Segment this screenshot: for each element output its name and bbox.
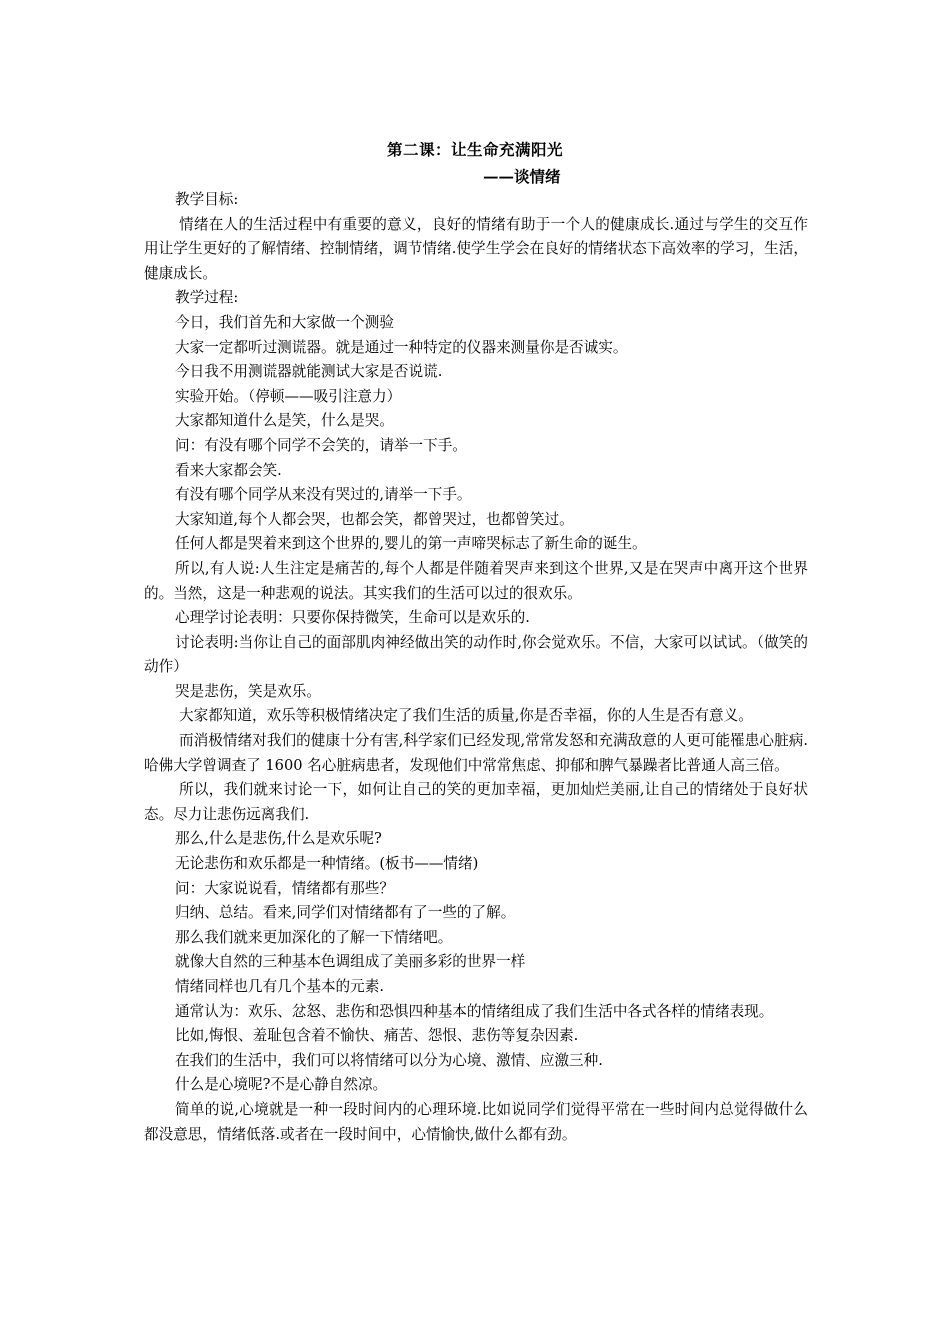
paragraph: 大家一定都听过测谎器。就是通过一种特定的仪器来测量你是否诚实。: [175, 338, 628, 356]
paragraph: 讨论表明:当你让自己的面部肌肉神经做出笑的动作时,你会觉欢乐。不信，大家可以试试。（做笑的动作）: [144, 633, 808, 676]
paragraph: 大家都知道什么是笑，什么是哭。: [175, 412, 394, 430]
paragraph: 什么是心境呢?不是心静自然凉。: [175, 1076, 388, 1094]
paragraph: 看来大家都会笑.: [175, 461, 282, 479]
paragraph: 就像大自然的三种基本色调组成了美丽多彩的世界一样: [175, 953, 526, 971]
paragraph: 而消极情绪对我们的健康十分有害,科学家们已经发现,常常发怒和充满敌意的人更可能罹患心脏病.哈佛大学曾调查了 1600 名心脏病患者，发现他们中常常焦虑、抑郁和脾气暴躁者比普通人高三倍。: [144, 732, 808, 774]
paragraph: 在我们的生活中，我们可以将情绪可以分为心境、激情、应激三种.: [175, 1051, 603, 1069]
paragraph: 简单的说,心境就是一种一段时间内的心理环境.比如说同学们觉得平常在一些时间内总觉得做什么都没意思，情绪低落.或者在一段时间中，心情愉快,做什么都有劲。: [144, 1100, 808, 1143]
paragraph: 情绪在人的生活过程中有重要的意义，良好的情绪有助于一个人的健康成长.通过与学生的交互作用让学生更好的了解情绪、控制情绪，调节情绪.使学生学会在良好的情绪状态下高效率的学习，生活，健康成长。: [144, 215, 808, 282]
paragraph: 大家知道,每个人都会哭，也都会笑，都曾哭过，也都曾笑过。: [175, 510, 574, 528]
paragraph-goal-heading: 教学目标:: [175, 191, 239, 208]
paragraph: 所以，我们就来讨论一下，如何让自己的笑的更加幸福，更加灿烂美丽,让自己的情绪处于良好状态。尽力让悲伤远离我们.: [144, 781, 808, 823]
paragraph: 那么,什么是悲伤,什么是欢乐呢?: [175, 830, 382, 848]
paragraph: 有没有哪个同学从来没有哭过的,请举一下手。: [175, 486, 472, 504]
paragraph: 归纳、总结。看来,同学们对情绪都有了一些的了解。: [175, 904, 516, 922]
paragraph: 那么我们就来更加深化的了解一下情绪吧。: [175, 928, 453, 946]
paragraph: 比如,悔恨、羞耻包含着不愉快、痛苦、怨恨、悲伤等复杂因素.: [175, 1027, 579, 1045]
paragraph: 今日，我们首先和大家做一个测验: [175, 313, 394, 331]
page-title: 第二课：让生命充满阳光: [386, 140, 563, 159]
paragraph: 哭是悲伤，笑是欢乐。: [175, 682, 321, 700]
document-body: [144, 188, 808, 1147]
paragraph: 所以,有人说:人生注定是痛苦的,每个人都是伴随着哭声来到这个世界,又是在哭声中离开这个世界的。当然，这是一种悲观的说法。其实我们的生活可以过的很欢乐。: [144, 559, 808, 602]
paragraph: 实验开始。（停顿——吸引注意力）: [175, 387, 402, 405]
paragraph: 情绪同样也几有几个基本的元素.: [175, 978, 384, 995]
paragraph: 无论悲伤和欢乐都是一种情绪。(板书——情绪): [175, 855, 479, 873]
paragraph: 问：大家说说看，情绪都有那些？: [175, 879, 394, 897]
paragraph: 任何人都是哭着来到这个世界的,婴儿的第一声啼哭标志了新生命的诞生。: [175, 535, 647, 553]
paragraph-process-heading: 教学过程:: [175, 289, 239, 307]
paragraph: 今日我不用测谎器就能测试大家是否说谎.: [175, 363, 443, 381]
paragraph: 问：有没有哪个同学不会笑的，请举一下手。: [175, 436, 467, 454]
paragraph: 心理学讨论表明：只要你保持微笑，生命可以是欢乐的.: [175, 609, 530, 627]
paragraph: 通常认为：欢乐、忿怒、悲伤和恐惧四种基本的情绪组成了我们生活中各式各样的情绪表现。: [175, 1002, 774, 1020]
page-subtitle: ——谈情绪: [483, 167, 561, 186]
paragraph: 大家都知道，欢乐等积极情绪决定了我们生活的质量,你是否幸福，你的人生是否有意义。: [179, 707, 753, 725]
